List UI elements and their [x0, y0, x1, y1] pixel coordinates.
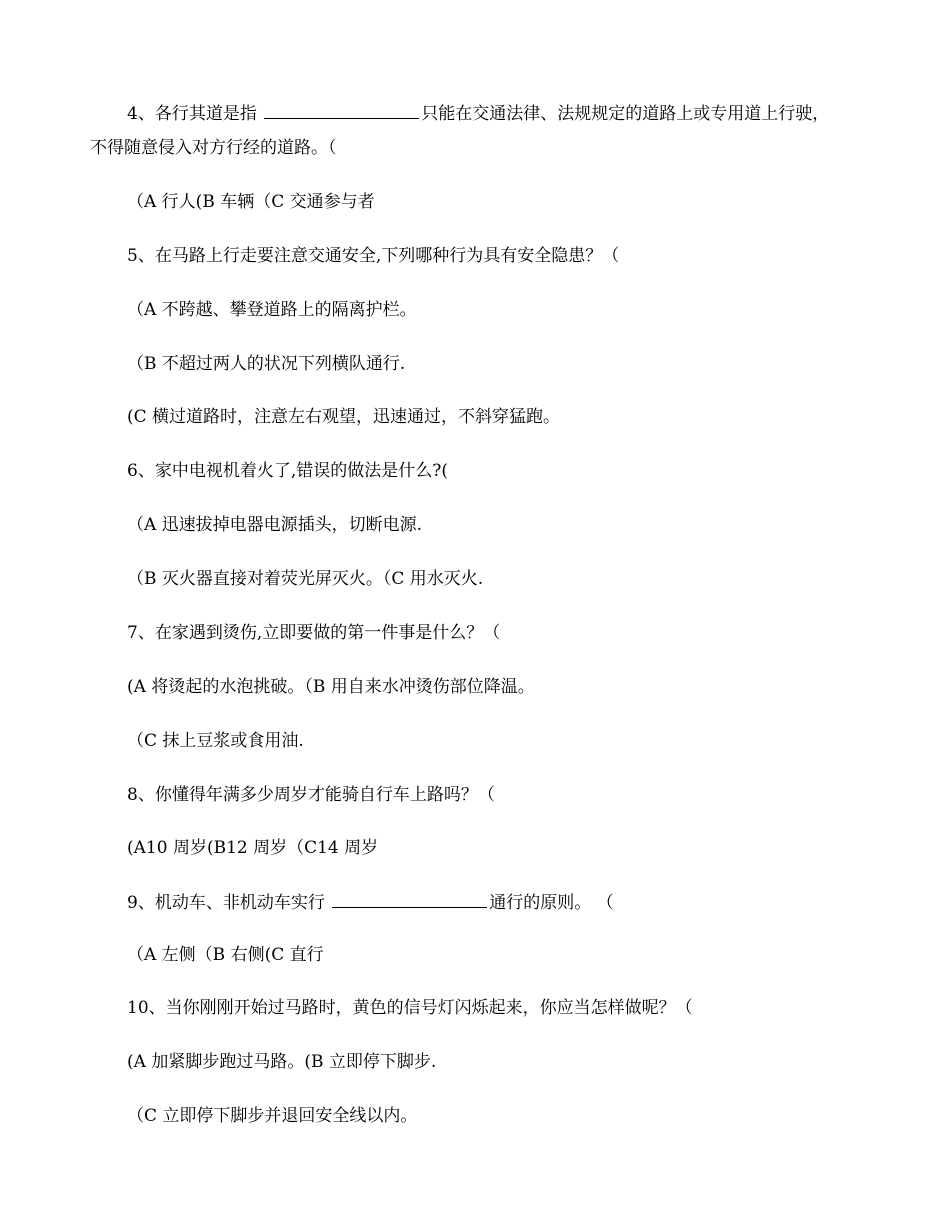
q7-option-c: （C 抹上豆浆或食用油. [127, 731, 304, 751]
q5-option-a: （A 不跨越、攀登道路上的隔离护栏。 [127, 300, 417, 320]
q7-stem: 7、在家遇到烫伤,立即要做的第一件事是什么？（ [127, 623, 501, 643]
q10-option-ab: (A 加紧脚步跑过马路。(B 立即停下脚步. [127, 1052, 437, 1072]
q4-stem-line1 [127, 100, 829, 126]
q9-stem-prefix: 9、机动车、非机动车实行 [127, 893, 331, 913]
q8-stem: 8、你懂得年满多少周岁才能骑自行车上路吗？（ [127, 785, 495, 805]
q9-stem-suffix: 通行的原则。 （ [489, 893, 614, 913]
q4-stem-line2: 不得随意侵入对方行经的道路。（ [90, 138, 337, 158]
q10-option-c: （C 立即停下脚步并退回安全线以内。 [127, 1106, 418, 1126]
q10-stem: 10、当你刚刚开始过马路时，黄色的信号灯闪烁起来，你应当怎样做呢？（ [127, 998, 693, 1018]
q6-option-a: （A 迅速拔掉电器电源插头，切断电源. [127, 515, 423, 535]
q4-stem-suffix: 只能在交通法律、法规规定的道路上或专用道上行驶， [421, 104, 830, 124]
q5-option-b: （B 不超过两人的状况下列横队通行. [127, 354, 406, 374]
q6-stem: 6、家中电视机着火了,错误的做法是什么?( [127, 461, 448, 481]
q5-option-c: (C 横过道路时，注意左右观望，迅速通过，不斜穿猛跑。 [127, 407, 561, 427]
q4-answer-blank [264, 100, 419, 119]
q5-stem: 5、在马路上行走要注意交通安全,下列哪种行为具有安全隐患？（ [127, 246, 620, 266]
q9-stem [127, 889, 614, 915]
q6-option-bc: （B 灭火器直接对着荧光屏灭火。（C 用水灭火. [127, 569, 484, 589]
q9-answer-blank [332, 889, 487, 908]
q7-option-ab: (A 将烫起的水泡挑破。（B 用自来水冲烫伤部位降温。 [127, 677, 535, 697]
q4-options: （A 行人(B 车辆（C 交通参与者 [127, 192, 375, 212]
q4-stem-prefix: 4、各行其道是指 [127, 104, 263, 124]
q8-options: (A10 周岁(B12 周岁（C14 周岁 [127, 838, 379, 858]
q9-options: （A 左侧（B 右侧(C 直行 [127, 945, 324, 965]
